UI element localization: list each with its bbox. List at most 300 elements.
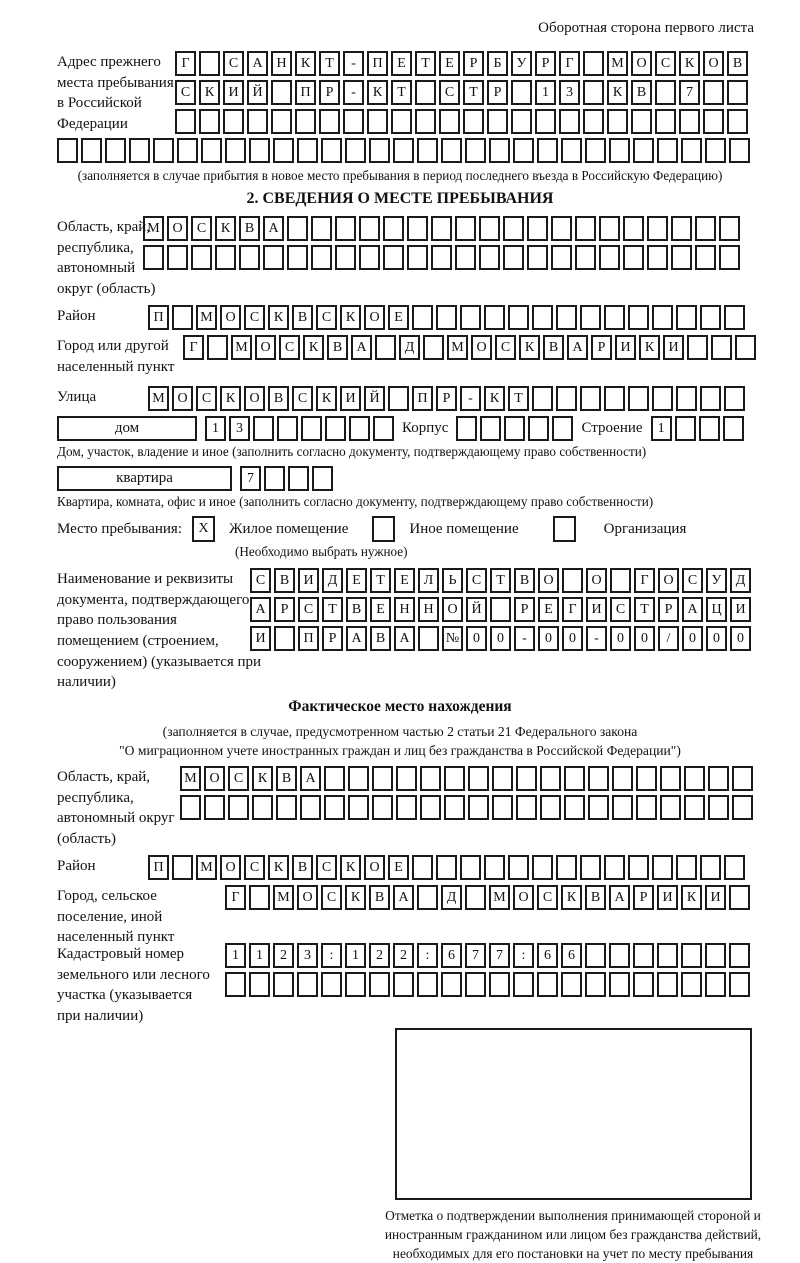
char-cell[interactable] xyxy=(439,109,460,134)
char-cell[interactable]: А xyxy=(300,766,321,791)
char-cell[interactable] xyxy=(271,80,292,105)
char-cell[interactable] xyxy=(383,216,404,241)
char-cell[interactable] xyxy=(273,138,294,163)
char-cell[interactable]: К xyxy=(220,386,241,411)
char-cell[interactable]: П xyxy=(298,626,319,651)
char-cell[interactable]: 2 xyxy=(393,943,414,968)
char-cell[interactable] xyxy=(375,335,396,360)
char-cell[interactable] xyxy=(274,626,295,651)
char-cell[interactable] xyxy=(540,766,561,791)
char-cell[interactable]: 0 xyxy=(634,626,655,651)
char-cell[interactable]: О xyxy=(204,766,225,791)
char-cell[interactable]: С xyxy=(244,305,265,330)
char-cell[interactable] xyxy=(609,943,630,968)
char-cell[interactable] xyxy=(441,972,462,997)
char-cell[interactable]: 1 xyxy=(651,416,672,441)
char-cell[interactable]: Й xyxy=(466,597,487,622)
char-cell[interactable]: Е xyxy=(388,305,409,330)
char-cell[interactable]: 7 xyxy=(465,943,486,968)
char-cell[interactable] xyxy=(660,795,681,820)
char-cell[interactable] xyxy=(633,943,654,968)
char-cell[interactable] xyxy=(676,386,697,411)
char-cell[interactable] xyxy=(575,216,596,241)
char-cell[interactable] xyxy=(583,80,604,105)
char-cell[interactable] xyxy=(705,943,726,968)
char-cell[interactable] xyxy=(612,795,633,820)
char-cell[interactable]: С xyxy=(537,885,558,910)
char-cell[interactable] xyxy=(479,245,500,270)
char-cell[interactable] xyxy=(724,855,745,880)
char-cell[interactable]: Д xyxy=(441,885,462,910)
char-cell[interactable] xyxy=(580,305,601,330)
char-cell[interactable]: В xyxy=(268,386,289,411)
char-cell[interactable] xyxy=(383,245,404,270)
char-cell[interactable] xyxy=(636,766,657,791)
char-cell[interactable] xyxy=(287,245,308,270)
char-cell[interactable] xyxy=(492,766,513,791)
char-cell[interactable] xyxy=(561,138,582,163)
char-cell[interactable]: М xyxy=(148,386,169,411)
char-cell[interactable] xyxy=(345,138,366,163)
char-cell[interactable] xyxy=(561,972,582,997)
char-cell[interactable] xyxy=(420,795,441,820)
char-cell[interactable] xyxy=(657,943,678,968)
char-cell[interactable] xyxy=(319,109,340,134)
char-cell[interactable]: Ь xyxy=(442,568,463,593)
char-cell[interactable] xyxy=(431,216,452,241)
char-cell[interactable] xyxy=(708,795,729,820)
char-cell[interactable]: И xyxy=(705,885,726,910)
char-cell[interactable]: А xyxy=(682,597,703,622)
char-cell[interactable] xyxy=(503,245,524,270)
char-cell[interactable] xyxy=(391,109,412,134)
char-cell[interactable]: Р xyxy=(322,626,343,651)
checkbox-organizatsiya[interactable] xyxy=(553,516,576,542)
char-cell[interactable] xyxy=(585,972,606,997)
char-cell[interactable] xyxy=(325,416,346,441)
char-cell[interactable]: А xyxy=(250,597,271,622)
char-cell[interactable] xyxy=(552,416,573,441)
char-cell[interactable] xyxy=(484,305,505,330)
char-cell[interactable] xyxy=(652,386,673,411)
char-cell[interactable]: 0 xyxy=(682,626,703,651)
char-cell[interactable]: А xyxy=(567,335,588,360)
char-cell[interactable]: О xyxy=(586,568,607,593)
char-cell[interactable] xyxy=(249,972,270,997)
char-cell[interactable]: С xyxy=(250,568,271,593)
char-cell[interactable]: - xyxy=(343,80,364,105)
char-cell[interactable] xyxy=(556,305,577,330)
checkbox-inoe[interactable] xyxy=(372,516,395,542)
char-cell[interactable]: С xyxy=(439,80,460,105)
char-cell[interactable]: К xyxy=(316,386,337,411)
char-cell[interactable] xyxy=(623,216,644,241)
char-cell[interactable] xyxy=(703,80,724,105)
char-cell[interactable] xyxy=(249,885,270,910)
char-cell[interactable] xyxy=(263,245,284,270)
char-cell[interactable] xyxy=(287,216,308,241)
char-cell[interactable] xyxy=(460,305,481,330)
char-cell[interactable]: К xyxy=(303,335,324,360)
char-cell[interactable] xyxy=(423,335,444,360)
char-cell[interactable]: П xyxy=(367,51,388,76)
char-cell[interactable]: С xyxy=(292,386,313,411)
char-cell[interactable] xyxy=(456,416,477,441)
char-cell[interactable]: 0 xyxy=(562,626,583,651)
char-cell[interactable] xyxy=(708,766,729,791)
char-cell[interactable] xyxy=(671,216,692,241)
char-cell[interactable]: Г xyxy=(183,335,204,360)
char-cell[interactable]: А xyxy=(263,216,284,241)
char-cell[interactable]: С xyxy=(466,568,487,593)
char-cell[interactable] xyxy=(311,245,332,270)
char-cell[interactable]: И xyxy=(223,80,244,105)
char-cell[interactable]: И xyxy=(663,335,684,360)
char-cell[interactable]: 6 xyxy=(537,943,558,968)
char-cell[interactable] xyxy=(599,245,620,270)
char-cell[interactable]: М xyxy=(180,766,201,791)
char-cell[interactable] xyxy=(532,855,553,880)
char-cell[interactable] xyxy=(655,80,676,105)
char-cell[interactable]: Р xyxy=(514,597,535,622)
char-cell[interactable] xyxy=(105,138,126,163)
char-cell[interactable]: 7 xyxy=(240,466,261,491)
char-cell[interactable] xyxy=(575,245,596,270)
char-cell[interactable] xyxy=(711,335,732,360)
char-cell[interactable]: Д xyxy=(730,568,751,593)
char-cell[interactable] xyxy=(729,885,750,910)
char-cell[interactable]: Р xyxy=(436,386,457,411)
char-cell[interactable] xyxy=(215,245,236,270)
char-cell[interactable] xyxy=(705,972,726,997)
char-cell[interactable]: М xyxy=(489,885,510,910)
char-cell[interactable] xyxy=(657,138,678,163)
char-cell[interactable]: В xyxy=(292,855,313,880)
char-cell[interactable]: Е xyxy=(388,855,409,880)
char-cell[interactable] xyxy=(513,972,534,997)
char-cell[interactable] xyxy=(695,245,716,270)
char-cell[interactable] xyxy=(441,138,462,163)
char-cell[interactable]: А xyxy=(247,51,268,76)
char-cell[interactable] xyxy=(727,109,748,134)
char-cell[interactable]: С xyxy=(228,766,249,791)
char-cell[interactable]: 0 xyxy=(490,626,511,651)
char-cell[interactable]: С xyxy=(682,568,703,593)
char-cell[interactable]: А xyxy=(609,885,630,910)
char-cell[interactable]: К xyxy=(345,885,366,910)
char-cell[interactable] xyxy=(321,972,342,997)
char-cell[interactable] xyxy=(153,138,174,163)
char-cell[interactable] xyxy=(460,855,481,880)
char-cell[interactable] xyxy=(444,795,465,820)
char-cell[interactable] xyxy=(540,795,561,820)
char-cell[interactable]: 2 xyxy=(369,943,390,968)
char-cell[interactable]: 0 xyxy=(538,626,559,651)
char-cell[interactable] xyxy=(604,386,625,411)
char-cell[interactable] xyxy=(537,138,558,163)
char-cell[interactable] xyxy=(393,972,414,997)
char-cell[interactable] xyxy=(372,795,393,820)
char-cell[interactable]: М xyxy=(447,335,468,360)
char-cell[interactable]: М xyxy=(196,305,217,330)
char-cell[interactable]: И xyxy=(298,568,319,593)
char-cell[interactable]: 6 xyxy=(441,943,462,968)
char-cell[interactable]: М xyxy=(273,885,294,910)
char-cell[interactable] xyxy=(684,766,705,791)
char-cell[interactable]: Т xyxy=(463,80,484,105)
char-cell[interactable] xyxy=(324,795,345,820)
char-cell[interactable] xyxy=(273,972,294,997)
char-cell[interactable]: В xyxy=(369,885,390,910)
char-cell[interactable] xyxy=(564,766,585,791)
char-cell[interactable]: С xyxy=(279,335,300,360)
char-cell[interactable] xyxy=(417,885,438,910)
char-cell[interactable]: И xyxy=(615,335,636,360)
char-cell[interactable] xyxy=(420,766,441,791)
char-cell[interactable] xyxy=(207,335,228,360)
char-cell[interactable] xyxy=(628,386,649,411)
char-cell[interactable] xyxy=(628,855,649,880)
char-cell[interactable] xyxy=(687,335,708,360)
char-cell[interactable] xyxy=(508,305,529,330)
char-cell[interactable]: Е xyxy=(439,51,460,76)
char-cell[interactable]: О xyxy=(471,335,492,360)
char-cell[interactable] xyxy=(511,80,532,105)
char-cell[interactable]: Д xyxy=(399,335,420,360)
char-cell[interactable] xyxy=(418,626,439,651)
char-cell[interactable]: В xyxy=(292,305,313,330)
char-cell[interactable]: : xyxy=(321,943,342,968)
char-cell[interactable]: К xyxy=(679,51,700,76)
char-cell[interactable]: К xyxy=(295,51,316,76)
char-cell[interactable] xyxy=(559,109,580,134)
char-cell[interactable] xyxy=(312,466,333,491)
char-cell[interactable]: К xyxy=(268,305,289,330)
char-cell[interactable] xyxy=(264,466,285,491)
char-cell[interactable]: Г xyxy=(634,568,655,593)
char-cell[interactable] xyxy=(724,386,745,411)
char-cell[interactable] xyxy=(729,138,750,163)
char-cell[interactable] xyxy=(508,855,529,880)
char-cell[interactable] xyxy=(335,245,356,270)
char-cell[interactable] xyxy=(288,466,309,491)
char-cell[interactable] xyxy=(729,943,750,968)
char-cell[interactable]: В xyxy=(327,335,348,360)
char-cell[interactable]: С xyxy=(316,855,337,880)
char-cell[interactable] xyxy=(527,245,548,270)
char-cell[interactable] xyxy=(612,766,633,791)
char-cell[interactable] xyxy=(465,885,486,910)
char-cell[interactable] xyxy=(732,795,753,820)
char-cell[interactable] xyxy=(660,766,681,791)
char-cell[interactable] xyxy=(490,597,511,622)
char-cell[interactable] xyxy=(676,305,697,330)
char-cell[interactable] xyxy=(369,972,390,997)
char-cell[interactable]: Е xyxy=(370,597,391,622)
char-cell[interactable] xyxy=(191,245,212,270)
char-cell[interactable]: К xyxy=(607,80,628,105)
char-cell[interactable]: Т xyxy=(319,51,340,76)
char-cell[interactable]: В xyxy=(631,80,652,105)
char-cell[interactable] xyxy=(271,109,292,134)
char-cell[interactable]: - xyxy=(586,626,607,651)
char-cell[interactable]: 0 xyxy=(466,626,487,651)
char-cell[interactable]: У xyxy=(511,51,532,76)
char-cell[interactable] xyxy=(388,386,409,411)
char-cell[interactable] xyxy=(492,795,513,820)
char-cell[interactable] xyxy=(468,766,489,791)
char-cell[interactable]: В xyxy=(239,216,260,241)
char-cell[interactable]: : xyxy=(417,943,438,968)
char-cell[interactable]: К xyxy=(519,335,540,360)
char-cell[interactable]: О xyxy=(513,885,534,910)
char-cell[interactable] xyxy=(201,138,222,163)
char-cell[interactable]: О xyxy=(631,51,652,76)
char-cell[interactable]: Т xyxy=(490,568,511,593)
char-cell[interactable] xyxy=(535,109,556,134)
char-cell[interactable]: Е xyxy=(394,568,415,593)
char-cell[interactable]: О xyxy=(255,335,276,360)
char-cell[interactable] xyxy=(528,416,549,441)
char-cell[interactable]: И xyxy=(250,626,271,651)
char-cell[interactable]: Л xyxy=(418,568,439,593)
char-cell[interactable] xyxy=(247,109,268,134)
char-cell[interactable]: Т xyxy=(322,597,343,622)
char-cell[interactable]: О xyxy=(220,305,241,330)
char-cell[interactable]: 1 xyxy=(535,80,556,105)
char-cell[interactable] xyxy=(412,855,433,880)
char-cell[interactable] xyxy=(349,416,370,441)
char-cell[interactable] xyxy=(705,138,726,163)
char-cell[interactable]: К xyxy=(367,80,388,105)
char-cell[interactable]: С xyxy=(223,51,244,76)
char-cell[interactable] xyxy=(301,416,322,441)
char-cell[interactable]: А xyxy=(346,626,367,651)
char-cell[interactable]: 0 xyxy=(610,626,631,651)
char-cell[interactable] xyxy=(253,416,274,441)
char-cell[interactable] xyxy=(276,795,297,820)
char-cell[interactable] xyxy=(636,795,657,820)
char-cell[interactable]: М xyxy=(143,216,164,241)
char-cell[interactable] xyxy=(511,109,532,134)
char-cell[interactable]: В xyxy=(276,766,297,791)
char-cell[interactable] xyxy=(487,109,508,134)
char-cell[interactable]: 3 xyxy=(559,80,580,105)
char-cell[interactable]: К xyxy=(340,305,361,330)
char-cell[interactable]: 0 xyxy=(730,626,751,651)
char-cell[interactable]: И xyxy=(730,597,751,622)
char-cell[interactable] xyxy=(513,138,534,163)
char-cell[interactable]: Й xyxy=(364,386,385,411)
char-cell[interactable]: В xyxy=(585,885,606,910)
char-cell[interactable] xyxy=(396,766,417,791)
char-cell[interactable] xyxy=(675,416,696,441)
char-cell[interactable] xyxy=(633,972,654,997)
char-cell[interactable]: Г xyxy=(225,885,246,910)
char-cell[interactable]: Т xyxy=(415,51,436,76)
char-cell[interactable] xyxy=(444,766,465,791)
char-cell[interactable]: Р xyxy=(487,80,508,105)
char-cell[interactable] xyxy=(463,109,484,134)
char-cell[interactable]: И xyxy=(586,597,607,622)
char-cell[interactable] xyxy=(300,795,321,820)
char-cell[interactable] xyxy=(348,766,369,791)
char-cell[interactable]: О xyxy=(172,386,193,411)
char-cell[interactable] xyxy=(671,245,692,270)
char-cell[interactable] xyxy=(628,305,649,330)
char-cell[interactable] xyxy=(623,245,644,270)
char-cell[interactable] xyxy=(679,109,700,134)
char-cell[interactable] xyxy=(676,855,697,880)
char-cell[interactable] xyxy=(372,766,393,791)
char-cell[interactable] xyxy=(527,216,548,241)
char-cell[interactable]: К xyxy=(639,335,660,360)
char-cell[interactable] xyxy=(652,305,673,330)
char-cell[interactable] xyxy=(580,855,601,880)
char-cell[interactable] xyxy=(681,943,702,968)
char-cell[interactable]: Н xyxy=(418,597,439,622)
char-cell[interactable]: К xyxy=(268,855,289,880)
char-cell[interactable] xyxy=(407,245,428,270)
char-cell[interactable] xyxy=(396,795,417,820)
char-cell[interactable] xyxy=(532,305,553,330)
char-cell[interactable] xyxy=(172,855,193,880)
char-cell[interactable] xyxy=(609,138,630,163)
char-cell[interactable] xyxy=(407,216,428,241)
char-cell[interactable]: М xyxy=(231,335,252,360)
char-cell[interactable]: 1 xyxy=(225,943,246,968)
char-cell[interactable] xyxy=(199,109,220,134)
char-cell[interactable] xyxy=(436,855,457,880)
char-cell[interactable]: Г xyxy=(175,51,196,76)
char-cell[interactable]: 0 xyxy=(706,626,727,651)
char-cell[interactable]: Р xyxy=(658,597,679,622)
char-cell[interactable] xyxy=(373,416,394,441)
char-cell[interactable]: В xyxy=(543,335,564,360)
char-cell[interactable]: Т xyxy=(634,597,655,622)
char-cell[interactable] xyxy=(359,245,380,270)
char-cell[interactable]: Е xyxy=(538,597,559,622)
char-cell[interactable] xyxy=(239,245,260,270)
char-cell[interactable]: П xyxy=(148,305,169,330)
char-cell[interactable] xyxy=(199,51,220,76)
char-cell[interactable] xyxy=(297,138,318,163)
char-cell[interactable]: С xyxy=(655,51,676,76)
char-cell[interactable]: О xyxy=(658,568,679,593)
char-cell[interactable] xyxy=(468,795,489,820)
char-cell[interactable] xyxy=(516,795,537,820)
char-cell[interactable] xyxy=(225,972,246,997)
char-cell[interactable]: А xyxy=(393,885,414,910)
char-cell[interactable]: С xyxy=(610,597,631,622)
char-cell[interactable] xyxy=(604,855,625,880)
char-cell[interactable]: Г xyxy=(559,51,580,76)
char-cell[interactable]: С xyxy=(244,855,265,880)
char-cell[interactable]: Н xyxy=(394,597,415,622)
char-cell[interactable] xyxy=(585,138,606,163)
char-cell[interactable] xyxy=(465,972,486,997)
char-cell[interactable] xyxy=(57,138,78,163)
char-cell[interactable] xyxy=(580,386,601,411)
char-cell[interactable] xyxy=(700,305,721,330)
char-cell[interactable] xyxy=(129,138,150,163)
char-cell[interactable] xyxy=(436,305,457,330)
char-cell[interactable]: 1 xyxy=(345,943,366,968)
char-cell[interactable]: О xyxy=(364,855,385,880)
char-cell[interactable] xyxy=(657,972,678,997)
char-cell[interactable]: С xyxy=(175,80,196,105)
char-cell[interactable] xyxy=(719,216,740,241)
